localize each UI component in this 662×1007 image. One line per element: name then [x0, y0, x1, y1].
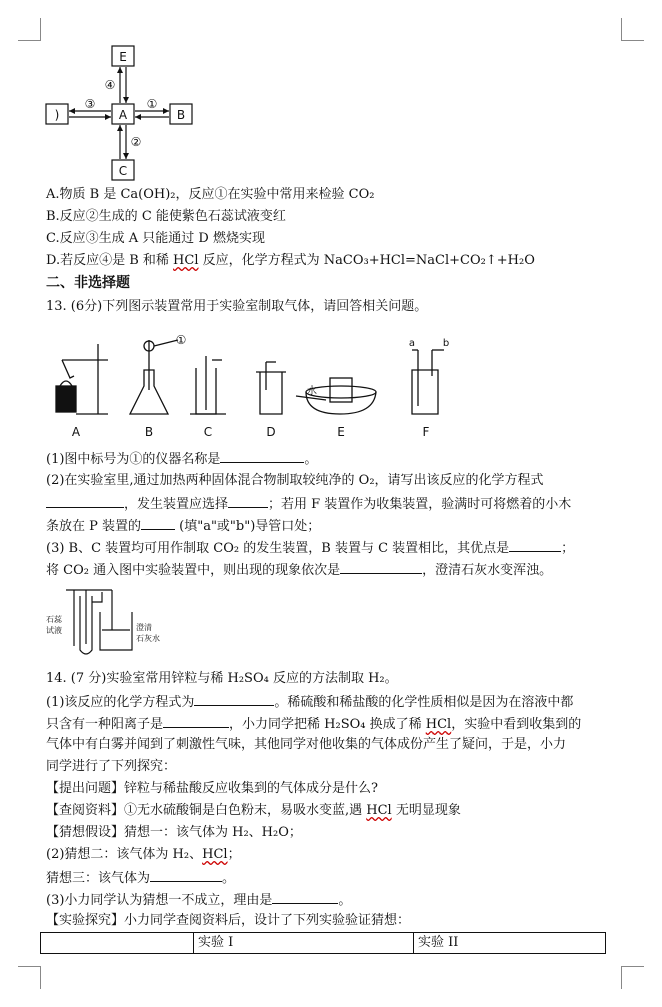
node-e: E [119, 50, 127, 64]
q13-part3-line1: (3) B、C 装置均可用作制取 CO₂ 的发生装置，B 装置与 C 装置相比，其优点是 ； [46, 538, 574, 558]
q13-part2-line1: (2)在实验室里,通过加热两种固体混合物制取较纯净的 O₂，请写出该反应的化学方程式 [46, 473, 544, 488]
litmus-label-2: 试液 [46, 626, 62, 635]
experiment-table [40, 932, 606, 954]
answer-blank[interactable] [272, 890, 338, 904]
limewater-label-1: 澄清 [136, 623, 152, 632]
table-header-experiment-2: 实验 II [413, 933, 598, 953]
apparatus-label-d: D [266, 425, 276, 439]
answer-blank[interactable] [46, 494, 124, 508]
q14-reference-info: 【查阅资料】①无水硫酸铜是白色粉末，易吸水变蓝,遇 HCl 无明显现象 [46, 803, 461, 818]
q14-guess-2: (2)猜想二：该气体为 H₂、HCl； [46, 847, 241, 862]
q14-guess-3: 猜想三：该气体为 。 [46, 868, 235, 888]
answer-blank[interactable] [163, 714, 229, 728]
node-a: A [118, 108, 128, 122]
limewater-label-2: 石灰水 [136, 634, 160, 643]
crop-mark-bottom-right [621, 966, 644, 989]
q14-part3: (3)小力同学认为猜想一不成立，理由是 。 [46, 890, 351, 910]
water-label: 水 [307, 386, 317, 397]
crop-mark-top-right [621, 18, 644, 41]
answer-blank[interactable] [340, 560, 422, 574]
q12-option-b: B.反应②生成的 C 能使紫色石蕊试液变红 [46, 209, 286, 224]
answer-blank[interactable] [141, 516, 175, 530]
node-c: C [118, 164, 128, 178]
answer-blank[interactable] [150, 868, 222, 882]
q14-guess-1: 【猜想假设】猜想一：该气体为 H₂、H₂O； [46, 825, 302, 840]
q13-part1: (1)图中标号为①的仪器名称是 。 [46, 449, 317, 469]
co2-test-tubes-figure [44, 586, 174, 662]
q13-stem: 13. (6分)下列图示装置常用于实验室制取气体，请回答相关问题。 [46, 299, 428, 314]
crop-mark-top-left [18, 18, 41, 41]
q14-part1-line3: 气体中有白雾并闻到了刺激性气味，其他同学对他收集的气体成份产生了疑问，于是，小力 [46, 737, 567, 752]
apparatus-figure [40, 330, 460, 442]
apparatus-label-c: C [203, 425, 213, 439]
table-header-experiment-1: 实验 I [193, 933, 408, 953]
node-b: B [176, 108, 186, 122]
arrow-label-3: ③ [84, 97, 96, 111]
q14-part1-line2: 只含有一种阳离子是 ，小力同学把稀 H₂SO₄ 换成了稀 HCl，实验中看到收集到的 [46, 714, 581, 734]
port-a-label: a [408, 338, 416, 349]
arrow-label-1: ① [146, 97, 158, 111]
section-title: 二、非选择题 [46, 275, 130, 291]
q13-part3-line2: 将 CO₂ 通入图中实验装置中，则出现的现象依次是 ，澄清石灰水变浑浊。 [46, 560, 552, 580]
q12-option-d: D.若反应④是 B 和稀 HCl 反应，化学方程式为 NaCO₃+HCl=NaCl+CO₂↑+H₂O [46, 253, 535, 268]
q14-experiment-intro: 【实验探究】小力同学查阅资料后，设计了下列实验验证猜想： [46, 913, 411, 928]
reaction-network-diagram [40, 40, 210, 190]
q13-part2-line2: ，发生装置应选择 ；若用 F 装置作为收集装置，验满时可将燃着的小木 [46, 494, 571, 514]
arrow-label-4: ④ [104, 78, 116, 92]
apparatus-label-f: F [422, 425, 430, 439]
answer-blank[interactable] [194, 692, 274, 706]
q14-part1-line4: 同学进行了下列探究： [46, 759, 177, 774]
apparatus-label-b: B [144, 425, 154, 439]
apparatus-label-a: A [71, 425, 81, 439]
q12-option-a: A.物质 B 是 Ca(OH)₂，反应①在实验中常用来检验 CO₂ [46, 187, 375, 202]
q14-ask-question: 【提出问题】锌粒与稀盐酸反应收集到的气体成分是什么? [46, 781, 378, 796]
answer-blank[interactable] [228, 494, 268, 508]
node-d: ) [54, 108, 60, 122]
answer-blank[interactable] [509, 538, 561, 552]
arrow-label-2: ② [130, 135, 142, 149]
litmus-label-1: 石蕊 [46, 615, 62, 624]
q12-option-c: C.反应③生成 A 只能通过 D 燃烧实现 [46, 231, 265, 246]
q13-part2-line3: 条放在 P 装置的 (填"a"或"b")导管口处； [46, 516, 320, 536]
crop-mark-bottom-left [18, 966, 41, 989]
apparatus-label-e: E [337, 425, 345, 439]
port-b-label: b [442, 338, 450, 349]
q14-part1-line1: (1)该反应的化学方程式为 。稀硫酸和稀盐酸的化学性质相似是因为在溶液中都 [46, 692, 573, 712]
q14-stem: 14. (7 分)实验室常用锌粒与稀 H₂SO₄ 反应的方法制取 H₂。 [46, 671, 398, 686]
answer-blank[interactable] [220, 449, 304, 463]
apparatus-marker: ① [175, 333, 187, 347]
